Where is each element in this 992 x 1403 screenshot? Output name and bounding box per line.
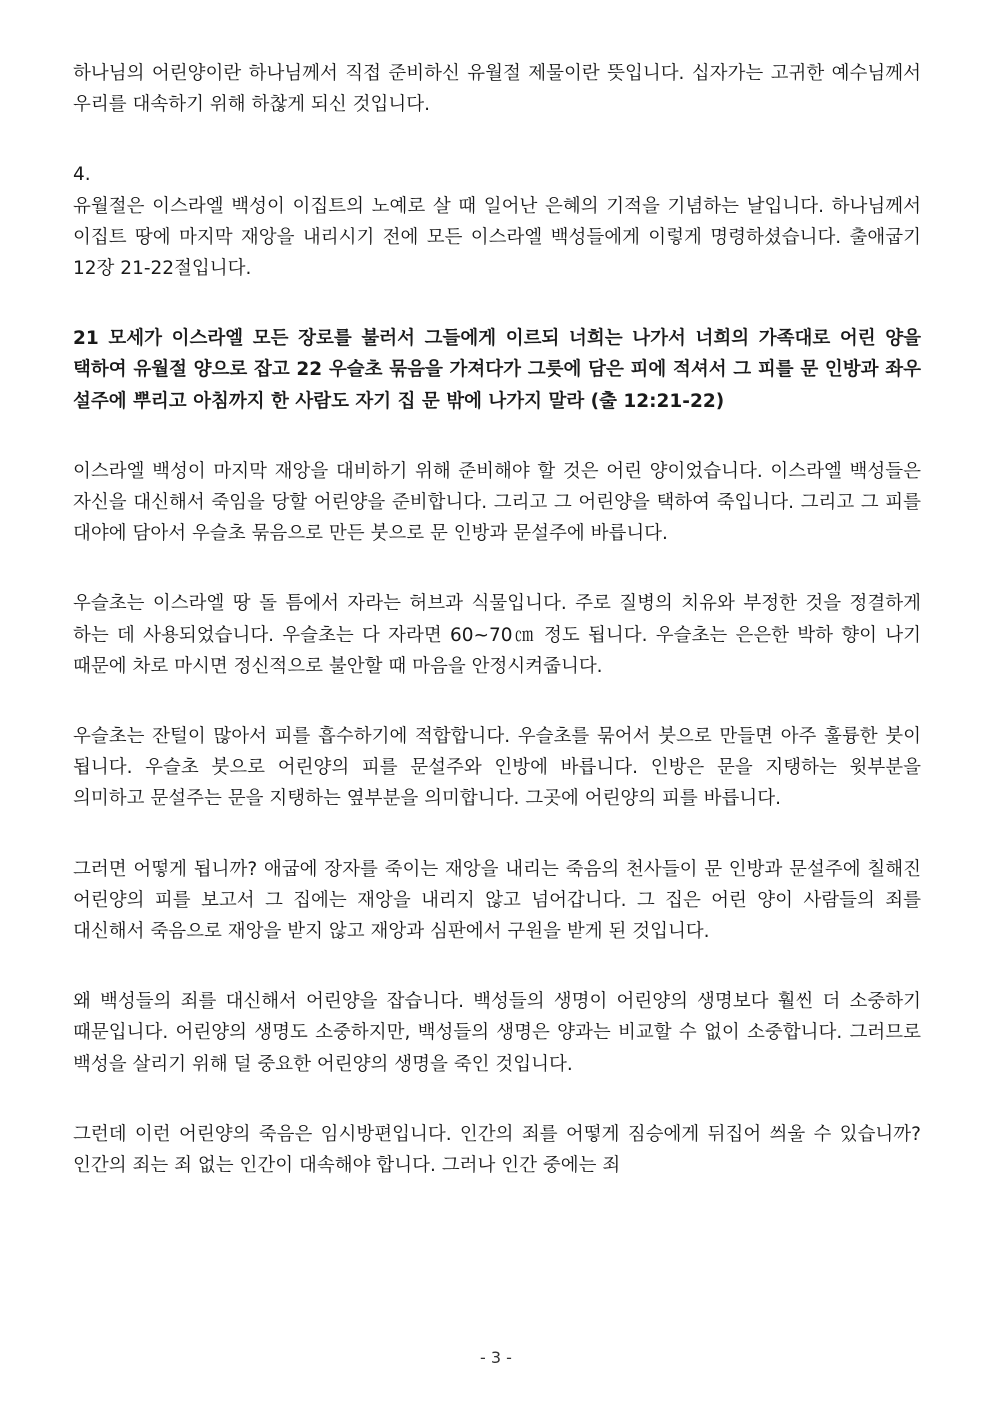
paragraph-lamb-of-god: 하나님의 어린양이란 하나님께서 직접 준비하신 유월절 제물이란 뜻입니다. 십자가는 고귀한 예수님께서 우리를 대속하기 위해 하찮게 되신 것입니다. — [73, 63, 921, 116]
paragraph-temporary-measure: 그런데 이런 어린양의 죽음은 임시방편입니다. 인간의 죄를 어떻게 짐승에게 뒤집어 씌울 수 있습니까? 인간의 죄는 죄 없는 인간이 대속해야 합니다. 그러나 인간 중에는 죄 — [73, 1123, 921, 1177]
paragraph-preparing-lamb: 이스라엘 백성이 마지막 재앙을 대비하기 위해 준비해야 할 것은 어린 양이었습니다. 이스라엘 백성들은 자신을 대신해서 죽임을 당할 어린양을 준비합니다. 그리고 그 어린양을 택하여 죽입니다. 그리고 그 피를 대야에 담아서 우슬초 묶음으로 만든 붓으로 문 인방과 문설주에 바릅니다. — [73, 460, 921, 545]
paragraph-why-lamb: 왜 백성들의 죄를 대신해서 어린양을 잡습니다. 백성들의 생명이 어린양의 생명보다 훨씬 더 소중하기 때문입니다. 어린양의 생명도 소중하지만, 백성들의 생명은 양과는 비교할 수 없이 소중합니다. 그러므로 백성을 살리기 위해 덜 중요한 어린양의 생명을 죽인 것입니다. — [73, 991, 921, 1075]
paragraph-hyssop-plant: 우슬초는 이스라엘 땅 돌 틈에서 자라는 허브과 식물입니다. 주로 질병의 치유와 부정한 것을 정결하게 하는 데 사용되었습니다. 우슬초는 다 자라면 60~70㎝ 정도 됩니다. 우슬초는 은은한 박하 향이 나기 때문에 차로 마시면 정신적으로 불안할 때 마음을 안정시켜줍니다. — [73, 593, 921, 677]
paragraph-passover: 유월절은 이스라엘 백성이 이집트의 노예로 살 때 일어난 은혜의 기적을 기념하는 날입니다. 하나님께서 이집트 땅에 마지막 재앙을 내리시기 전에 모든 이스라엘 백성들에게 이렇게 명령하셨습니다. 출애굽기 12장 21-22절입니다. — [73, 195, 921, 280]
section-number: 4. — [73, 164, 91, 186]
scripture-quote: 21 모세가 이스라엘 모든 장로를 불러서 그들에게 이르되 너희는 나가서 너희의 가족대로 어린 양을 택하여 유월절 양으로 잡고 22 우슬초 묶음을 가져다가 그릇에 담은 피에 적셔서 그 피를 문 인방과 좌우 설주에 뿌리고 아침까지 한 사람도 자기 집 문 밖에 나가지 말라 (출 12:21-22) — [73, 328, 921, 412]
page-number-footer: - 3 - — [480, 1348, 512, 1367]
document-page — [73, 58, 921, 1181]
paragraph-angel-passes-over: 그러면 어떻게 됩니까? 애굽에 장자를 죽이는 재앙을 내리는 죽음의 천사들이 문 인방과 문설주에 칠해진 어린양의 피를 보고서 그 집에는 재앙을 내리지 않고 넘어갑니다. 그 집은 어린 양이 사람들의 죄를 대신해서 죽음으로 재앙을 받지 않고 재앙과 심판에서 구원을 받게 된 것입니다. — [73, 858, 921, 943]
paragraph-hyssop-brush: 우슬초는 잔털이 많아서 피를 흡수하기에 적합합니다. 우슬초를 묶어서 붓으로 만들면 아주 훌륭한 붓이 됩니다. 우슬초 붓으로 어린양의 피를 문설주와 인방에 바릅니다. 인방은 문을 지탱하는 윗부분을 의미하고 문설주는 문을 지탱하는 옆부분을 의미합니다. 그곳에 어린양의 피를 바릅니다. — [73, 726, 921, 810]
